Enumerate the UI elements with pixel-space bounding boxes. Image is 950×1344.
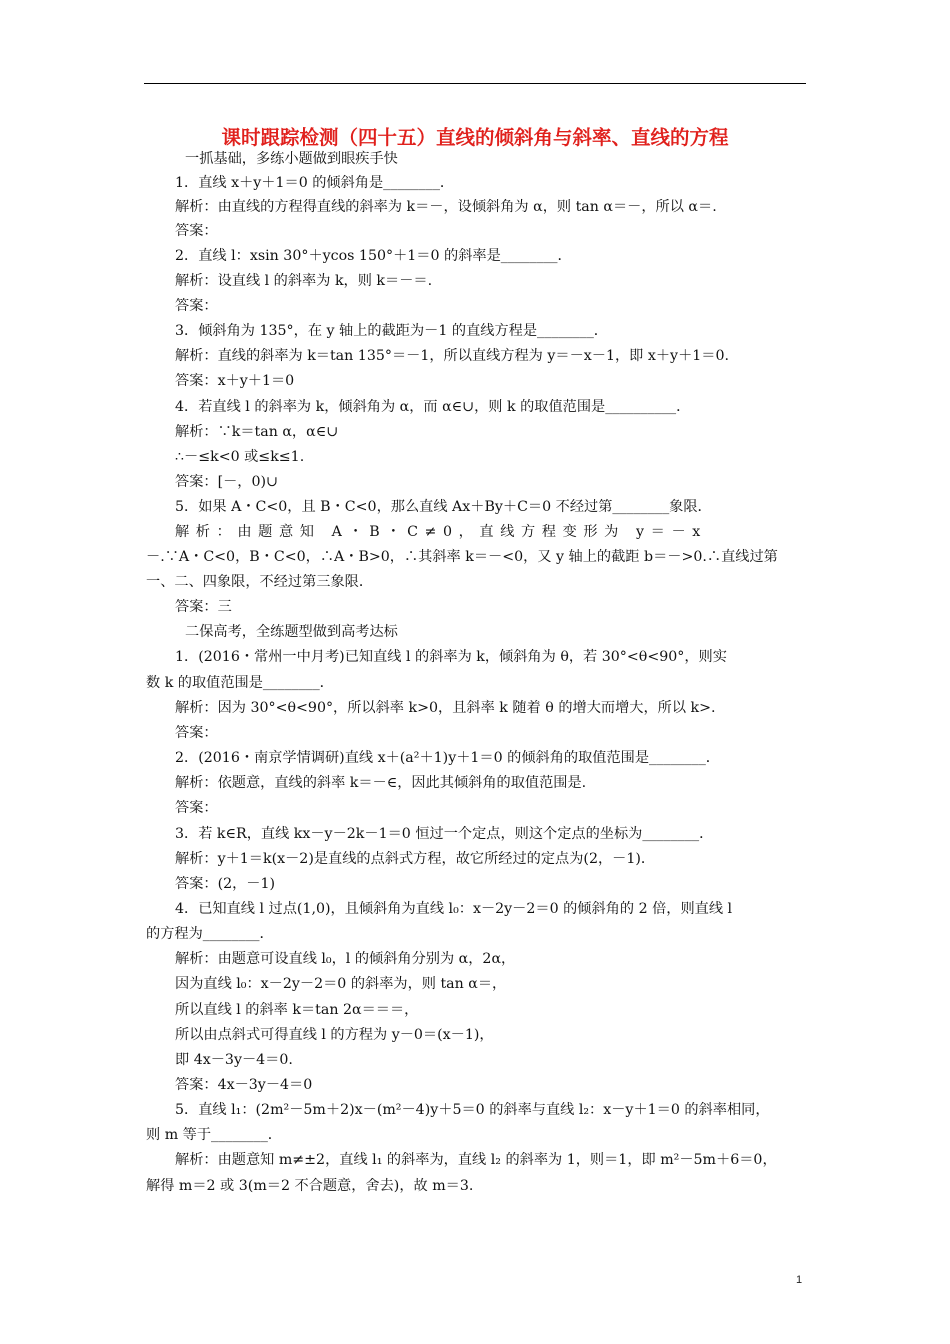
analysis-line: 因为直线 l₀：x－2y－2＝0 的斜率为，则 tan α＝， — [175, 976, 507, 992]
question-line: 2．直线 l：xsin 30°＋ycos 150°＋1＝0 的斜率是________． — [175, 248, 572, 264]
analysis-line: 解析：由题意可设直线 l₀，l 的倾斜角分别为 α，2α， — [175, 951, 516, 967]
analysis-line: 解析：依题意，直线的斜率 k＝－∈，因此其倾斜角的取值范围是. — [175, 775, 587, 791]
question-line: 3．倾斜角为 135°，在 y 轴上的截距为－1 的直线方程是________． — [175, 323, 608, 339]
analysis-line: 解析：因为 30°<θ<90°，所以斜率 k>0，且斜率 k 随着 θ 的增大而增大，所以 k>. — [175, 700, 716, 716]
answer-line: 答案：[－，0)∪ — [175, 474, 278, 490]
answer-line: 答案： — [175, 223, 218, 239]
question-line: 5．直线 l₁：(2m²－5m＋2)x－(m²－4)y＋5＝0 的斜率与直线 l₂：x－y＋1＝0 的斜率相同， — [175, 1102, 770, 1118]
analysis-line: 所以直线 l 的斜率 k＝tan 2α＝＝＝， — [175, 1002, 419, 1018]
analysis-line: 解析：直线的斜率为 k＝tan 135°＝－1，所以直线方程为 y＝－x－1，即 x＋y＋1＝0. — [175, 348, 730, 364]
analysis-line: 一、二、四象限，不经过第三象限． — [146, 574, 374, 590]
analysis-line: 即 4x－3y－4＝0. — [175, 1052, 293, 1068]
analysis-line: 解析：由题意知 m≠±2，直线 l₁ 的斜率为，直线 l₂ 的斜率为 1，则＝1，即 m²－5m＋6＝0， — [175, 1152, 777, 1168]
analysis-line: 解析：y＋1＝k(x－2)是直线的点斜式方程，故它所经过的定点为(2，－1)． — [175, 851, 656, 867]
answer-line: 答案： — [175, 725, 218, 741]
answer-line: 答案：三 — [175, 599, 232, 615]
question-line: 4．已知直线 l 过点(1,0)，且倾斜角为直线 l₀：x－2y－2＝0 的倾斜角的 2 倍，则直线 l — [175, 901, 733, 917]
question-line: 2．(2016・南京学情调研)直线 x＋(a²＋1)y＋1＝0 的倾斜角的取值范围是________． — [175, 750, 720, 766]
analysis-line: ∴－≤k<0 或≤k≤1. — [175, 449, 305, 465]
analysis-line: 解析：设直线 l 的斜率为 k，则 k＝－＝. — [175, 273, 433, 289]
analysis-line: －.∵A・C<0，B・C<0，∴A・B>0，∴其斜率 k＝－<0，又 y 轴上的截距 b＝－>0.∴直线过第 — [146, 549, 778, 565]
question-line: 则 m 等于________． — [146, 1127, 282, 1143]
question-line: 4．若直线 l 的斜率为 k，倾斜角为 α，而 α∈∪，则 k 的取值范围是__________． — [175, 399, 691, 415]
analysis-line: 解析：由题意知 A・B・C≠0，直线方程变形为 y＝－x — [175, 524, 707, 540]
analysis-line: 所以由点斜式可得直线 l 的方程为 y－0＝(x－1)， — [175, 1027, 494, 1043]
question-line: 1．(2016・常州一中月考)已知直线 l 的斜率为 k，倾斜角为 θ，若 30°<θ<90°，则实 — [175, 649, 727, 665]
section-heading: 一抓基础，多练小题做到眼疾手快 — [185, 151, 398, 167]
question-line: 1．直线 x＋y＋1＝0 的倾斜角是________． — [175, 175, 455, 191]
analysis-line: 解析：∵k＝tan α，α∈∪ — [175, 424, 339, 440]
question-line: 5．如果 A・C<0，且 B・C<0，那么直线 Ax＋By＋C＝0 不经过第________象限． — [175, 499, 712, 515]
page-title: 课时跟踪检测（四十五）直线的倾斜角与斜率、直线的方程 — [221, 126, 729, 149]
answer-line: 答案：x＋y＋1＝0 — [175, 373, 295, 389]
answer-line: 答案： — [175, 298, 218, 314]
answer-line: 答案： — [175, 800, 218, 816]
analysis-line: 解得 m＝2 或 3(m＝2 不合题意，舍去)，故 m＝3. — [146, 1178, 474, 1194]
question-line: 3．若 k∈R，直线 kx－y－2k－1＝0 恒过一个定点，则这个定点的坐标为________． — [175, 826, 714, 842]
answer-line: 答案：4x－3y－4＝0 — [175, 1077, 313, 1093]
question-line: 的方程为________． — [146, 926, 274, 942]
section-heading: 二保高考，全练题型做到高考达标 — [185, 624, 398, 640]
answer-line: 答案：(2，－1) — [175, 876, 276, 892]
page-number: 1 — [796, 1274, 803, 1286]
question-line: 数 k 的取值范围是________． — [146, 675, 334, 691]
analysis-line: 解析：由直线的方程得直线的斜率为 k＝－，设倾斜角为 α，则 tan α＝－，所以 α＝. — [175, 199, 717, 215]
